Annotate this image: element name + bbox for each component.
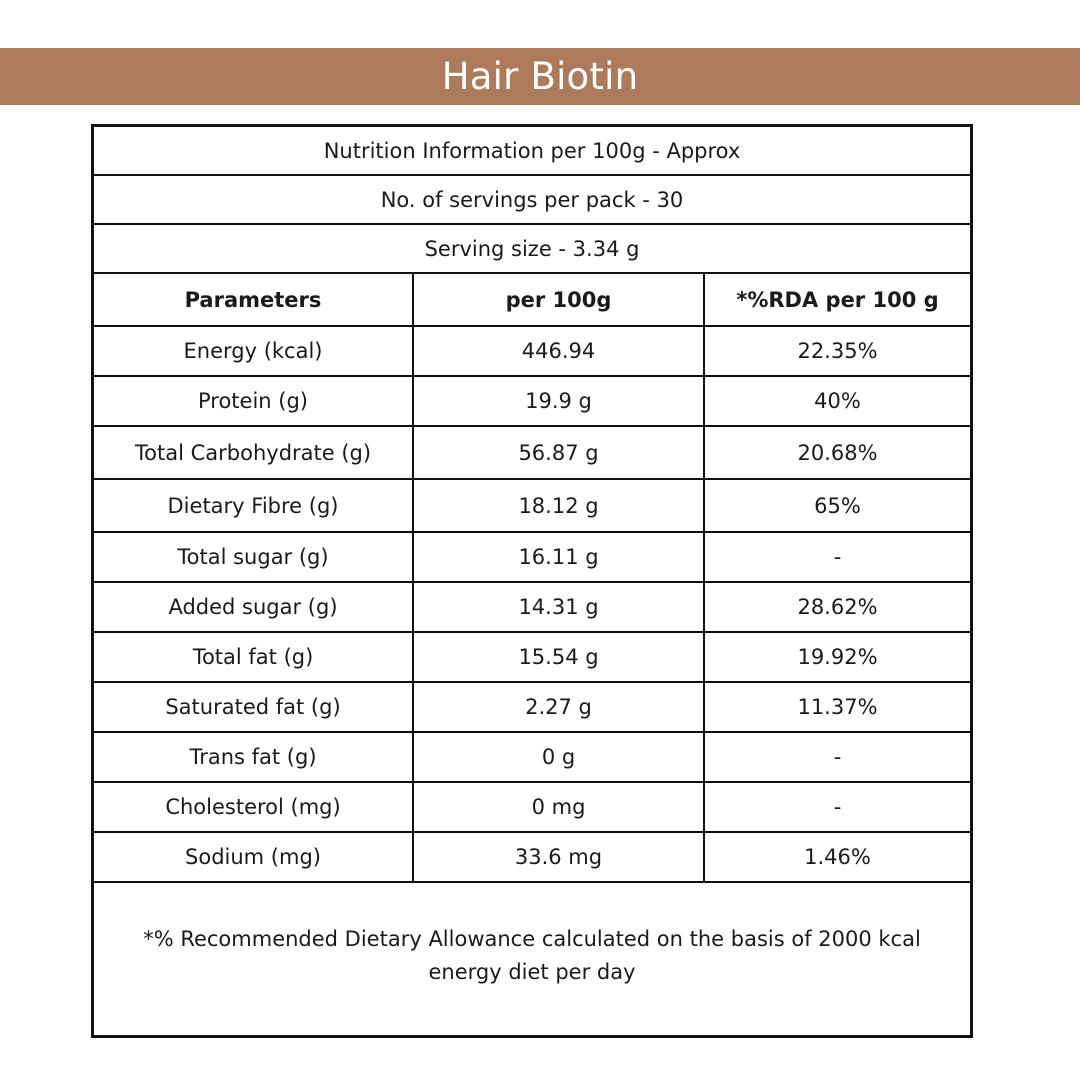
product-title: Hair Biotin [441, 55, 639, 98]
table-row [94, 479, 970, 532]
per-100g-cell: 56.87 g [413, 426, 704, 479]
parameter-cell: Added sugar (g) [94, 582, 413, 632]
table-row [94, 732, 970, 782]
header-per-100g: per 100g [413, 273, 704, 326]
table-row [94, 532, 970, 582]
parameter-cell: Dietary Fibre (g) [94, 479, 413, 532]
rda-cell: 28.62% [704, 582, 970, 632]
per-100g-cell: 15.54 g [413, 632, 704, 682]
table-row [94, 326, 970, 376]
table-row [94, 582, 970, 632]
info-serving-size: Serving size - 3.34 g [94, 224, 970, 273]
per-100g-cell: 16.11 g [413, 532, 704, 582]
info-nutrition-basis: Nutrition Information per 100g - Approx [94, 127, 970, 175]
rda-cell: 40% [704, 376, 970, 426]
table-row [94, 426, 970, 479]
parameter-cell: Cholesterol (mg) [94, 782, 413, 832]
parameter-cell: Energy (kcal) [94, 326, 413, 376]
rda-cell: 20.68% [704, 426, 970, 479]
info-row [94, 224, 970, 273]
rda-cell: 19.92% [704, 632, 970, 682]
table-row [94, 376, 970, 426]
rda-cell: 22.35% [704, 326, 970, 376]
footnote-row [94, 882, 970, 1029]
table-row [94, 782, 970, 832]
parameter-cell: Trans fat (g) [94, 732, 413, 782]
rda-cell: 1.46% [704, 832, 970, 882]
header-rda: *%RDA per 100 g [704, 273, 970, 326]
parameter-cell: Total sugar (g) [94, 532, 413, 582]
per-100g-cell: 19.9 g [413, 376, 704, 426]
parameter-cell: Saturated fat (g) [94, 682, 413, 732]
info-row [94, 127, 970, 175]
info-row [94, 175, 970, 224]
nutrition-table [94, 127, 970, 1029]
rda-cell: - [704, 532, 970, 582]
per-100g-cell: 0 mg [413, 782, 704, 832]
table-row [94, 682, 970, 732]
per-100g-cell: 33.6 mg [413, 832, 704, 882]
per-100g-cell: 18.12 g [413, 479, 704, 532]
nutrition-table-frame [91, 124, 973, 1038]
parameter-cell: Total fat (g) [94, 632, 413, 682]
rda-cell: - [704, 732, 970, 782]
rda-cell: 11.37% [704, 682, 970, 732]
per-100g-cell: 2.27 g [413, 682, 704, 732]
per-100g-cell: 446.94 [413, 326, 704, 376]
header-parameters: Parameters [94, 273, 413, 326]
parameter-cell: Total Carbohydrate (g) [94, 426, 413, 479]
rda-cell: - [704, 782, 970, 832]
table-row [94, 832, 970, 882]
info-servings-per-pack: No. of servings per pack - 30 [94, 175, 970, 224]
per-100g-cell: 14.31 g [413, 582, 704, 632]
rda-cell: 65% [704, 479, 970, 532]
per-100g-cell: 0 g [413, 732, 704, 782]
title-band [0, 48, 1080, 105]
parameter-cell: Protein (g) [94, 376, 413, 426]
parameter-cell: Sodium (mg) [94, 832, 413, 882]
table-row [94, 632, 970, 682]
table-header-row [94, 273, 970, 326]
footnote: *% Recommended Dietary Allowance calculated on the basis of 2000 kcal energy diet per day [94, 882, 970, 1029]
